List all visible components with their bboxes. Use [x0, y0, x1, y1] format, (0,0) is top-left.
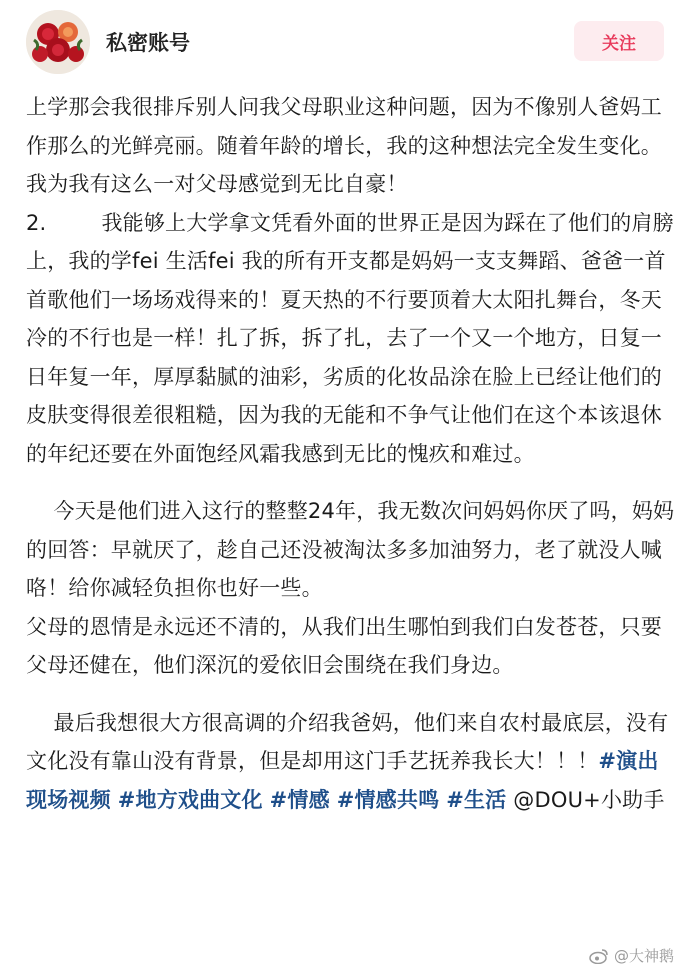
post-paragraph-2: 2. 我能够上大学拿文凭看外面的世界正是因为踩在了他们的肩膀上，我的学fei 生活fei 我的所有开支都是妈妈一支支舞蹈、爸爸一首首歌他们一场场戏得来的！夏天热的不行要顶着大太阳扎舞台，冬天冷的不行也是一样！扎了拆，拆了扎，去了一个又一个地方，日复一日年复一年，厚厚黏腻的油彩，劣质的化妆品涂在脸上已经让他们的皮肤变得很差很粗糙，因为我的无能和不争气让他们在这个本该退休的年纪还要在外面饱经风霜我感到无比的愧疚和难过。 [26, 210, 674, 466]
follow-button[interactable]: 关注 [574, 21, 664, 61]
mention-dou-helper[interactable]: @DOU+小助手 [513, 787, 665, 812]
hashtag-live-video[interactable]: #演出现场视频 [26, 749, 659, 812]
post-content [26, 88, 676, 819]
post-paragraph-4: 父母的恩情是永远还不清的，从我们出生哪怕到我们白发苍苍，只要父母还健在，他们深沉的爱依旧会围绕在我们身边。 [26, 614, 662, 677]
rose-bouquet-icon [26, 10, 90, 74]
hashtag-emotion-resonance[interactable]: #情感共鸣 [336, 787, 440, 812]
watermark [589, 945, 674, 966]
post-paragraph-5-text: 最后我想很大方很高调的介绍我爸妈，他们来自农村最底层，没有文化没有靠山没有背景，但是却用这门手艺抚养我长大！！！ [26, 710, 669, 773]
post-paragraph-5 [26, 704, 676, 820]
hashtag-life[interactable]: #生活 [446, 787, 507, 812]
username[interactable]: 私密账号 [106, 31, 190, 55]
weibo-logo-icon [589, 948, 609, 964]
hashtag-emotion[interactable]: #情感 [269, 787, 330, 812]
post-header [0, 0, 690, 84]
watermark-text: @大神鹅 [613, 947, 674, 965]
post-paragraph-3: 今天是他们进入这行的整整24年，我无数次问妈妈你厌了吗，妈妈的回答：早就厌了，趁自己还没被淘汰多多加油努力，老了就没人喊咯！给你减轻负担你也好一些。 [26, 499, 675, 600]
hashtag-local-opera[interactable]: #地方戏曲文化 [117, 787, 263, 812]
avatar[interactable] [26, 10, 90, 74]
post-paragraph-1: 上学那会我很排斥别人问我父母职业这种问题，因为不像别人爸妈工作那么的光鲜亮丽。随着年龄的增长，我的这种想法完全发生变化。我为我有这么一对父母感觉到无比自豪！ [26, 95, 662, 196]
